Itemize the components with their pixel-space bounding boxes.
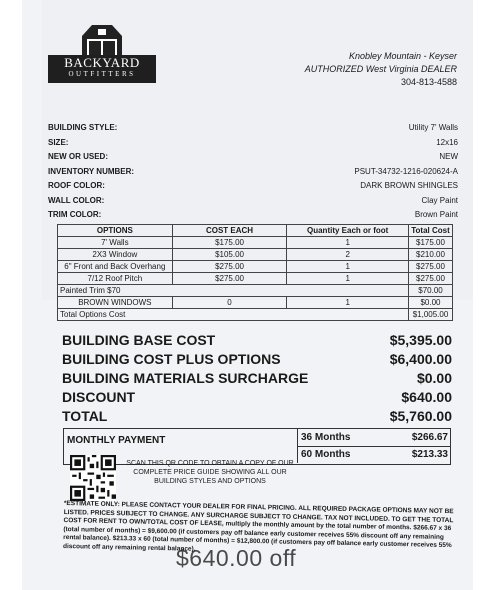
info-label: WALL COLOR: [48, 195, 105, 205]
summary-row [62, 408, 452, 427]
column-header: Total Cost [409, 225, 453, 237]
cost-summary [62, 332, 452, 427]
info-value: DARK BROWN SHINGLES [360, 181, 458, 190]
info-row [48, 152, 458, 167]
option-cost: $275.00 [172, 261, 287, 273]
qr-code-icon[interactable] [70, 455, 116, 501]
summary-row [62, 332, 452, 351]
brand-tagline: OUTFITTERS [68, 70, 136, 78]
info-label: TRIM COLOR: [48, 210, 102, 219]
discount-overlay-text: $640.00 off [176, 545, 297, 571]
option-total: $275.00 [409, 261, 453, 273]
summary-value: $6,400.00 [389, 351, 452, 367]
option-cost: 0 [172, 297, 287, 309]
option-total: $275.00 [409, 273, 453, 285]
info-label: NEW OR USED: [48, 152, 108, 161]
info-value: Utility 7' Walls [408, 123, 458, 132]
column-header: Quantity Each or foot [287, 225, 409, 237]
info-label: INVENTORY NUMBER: [48, 166, 135, 176]
info-label: ROOF COLOR: [48, 181, 105, 190]
option-total: $0.00 [409, 297, 453, 309]
info-value: 12x16 [436, 137, 458, 147]
plan-amount: $266.67 [411, 432, 448, 443]
info-label: BUILDING STYLE: [48, 123, 118, 132]
info-value: Clay Paint [421, 195, 458, 205]
info-row [48, 123, 458, 138]
option-total: $210.00 [409, 249, 453, 261]
column-header: OPTIONS [58, 225, 173, 237]
option-cost: $175.00 [172, 237, 287, 249]
plan-term: 60 Months [301, 449, 351, 460]
info-row [48, 210, 458, 225]
option-cost: $275.00 [172, 273, 287, 285]
table-row [58, 237, 453, 249]
table-row [58, 297, 453, 309]
table-row [58, 249, 453, 261]
info-value: NEW [439, 152, 458, 161]
plan-term: 36 Months [301, 432, 351, 443]
option-total: $70.00 [409, 285, 453, 297]
info-label: SIZE: [48, 137, 69, 147]
summary-value: $640.00 [401, 389, 452, 405]
options-table [57, 224, 453, 321]
option-name: BROWN WINDOWS [58, 297, 173, 309]
brand-wordmark [48, 55, 156, 83]
summary-label: TOTAL [62, 408, 108, 424]
info-row [48, 196, 458, 211]
monthly-payment-label: MONTHLY PAYMENT [67, 435, 166, 446]
total-options-row [58, 309, 453, 321]
table-row [58, 285, 453, 297]
dealer-status: AUTHORIZED West Virginia DEALER [304, 64, 457, 74]
option-name: 7/12 Roof Pitch [58, 273, 173, 285]
total-options-label: Total Options Cost [58, 309, 409, 321]
option-cost: $105.00 [172, 249, 287, 261]
dealer-block [305, 50, 457, 89]
summary-label: BUILDING BASE COST [62, 332, 216, 348]
summary-value: $5,395.00 [389, 332, 452, 348]
estimate-disclaimer: *ESTIMATE ONLY: PLEASE CONTACT YOUR DEALER FOR FINAL PRICING. ALL REQUIRED PACKAGE OPTIONS MAY NOT BE LISTED. PRICES SUBJECT TO CHANGE. ANY SURCHARGE SUBJECT TO CHANGE. TAX NOT INCLUDED. TO GET THE TOTAL COST FOR RENT TO OWN/TOTAL COST OF LEASE, multiply the monthly amount by the total number of months. $266.67 x 36 (total number of months) = $9,600.00 (if customers pay off balance early customer receives 55% discount off any remaining rental balance). $213.33 x 60 (total number of months) = $12,800.00 (if customers pay off balance early customer receives 55% discount off any remaining rental balance). [62, 500, 454, 553]
option-qty: 1 [287, 237, 409, 249]
summary-label: BUILDING MATERIALS SURCHARGE [62, 370, 309, 386]
building-info [48, 123, 458, 225]
qr-caption: SCAN THIS QR CODE TO OBTAIN A COPY OF OUR COMPLETE PRICE GUIDE SHOWING ALL OUR BUILDING STYLES AND OPTIONS [126, 460, 294, 485]
summary-label: BUILDING COST PLUS OPTIONS [62, 351, 281, 367]
barn-icon [78, 22, 126, 56]
option-name: 6" Front and Back Overhang [58, 261, 173, 273]
plan-amount: $213.33 [411, 449, 448, 460]
info-value: PSUT-34732-1216-020624-A [354, 166, 458, 176]
table-row [58, 273, 453, 285]
dealer-name: Knobley Mountain - Keyser [348, 51, 457, 61]
summary-row [62, 389, 452, 408]
payment-plan-36 [297, 429, 451, 447]
option-name: 2X3 Window [58, 249, 173, 261]
summary-value: $5,760.00 [389, 408, 452, 424]
option-qty: 1 [287, 273, 409, 285]
column-header: COST EACH [172, 225, 287, 237]
option-name: Painted Trim $70 [58, 285, 409, 297]
table-row [58, 261, 453, 273]
info-row [48, 181, 458, 196]
summary-row [62, 351, 452, 370]
summary-label: DISCOUNT [62, 389, 136, 405]
dealer-phone: 304-813-4588 [400, 77, 457, 87]
backyard-outfitters-logo [46, 22, 158, 84]
info-row [48, 167, 458, 182]
total-options-value: $1,005.00 [409, 309, 453, 321]
summary-value: $0.00 [416, 370, 452, 386]
option-qty: 2 [287, 249, 409, 261]
options-header-row [58, 225, 453, 237]
brand-name: BACKYARD [64, 55, 140, 70]
info-value: Brown Paint [414, 210, 458, 219]
option-name: 7' Walls [58, 237, 173, 249]
info-row [48, 138, 458, 153]
payment-plan-60 [297, 446, 451, 463]
option-qty: 1 [287, 297, 409, 309]
option-total: $175.00 [409, 237, 453, 249]
summary-row [62, 370, 452, 389]
option-qty: 1 [287, 261, 409, 273]
